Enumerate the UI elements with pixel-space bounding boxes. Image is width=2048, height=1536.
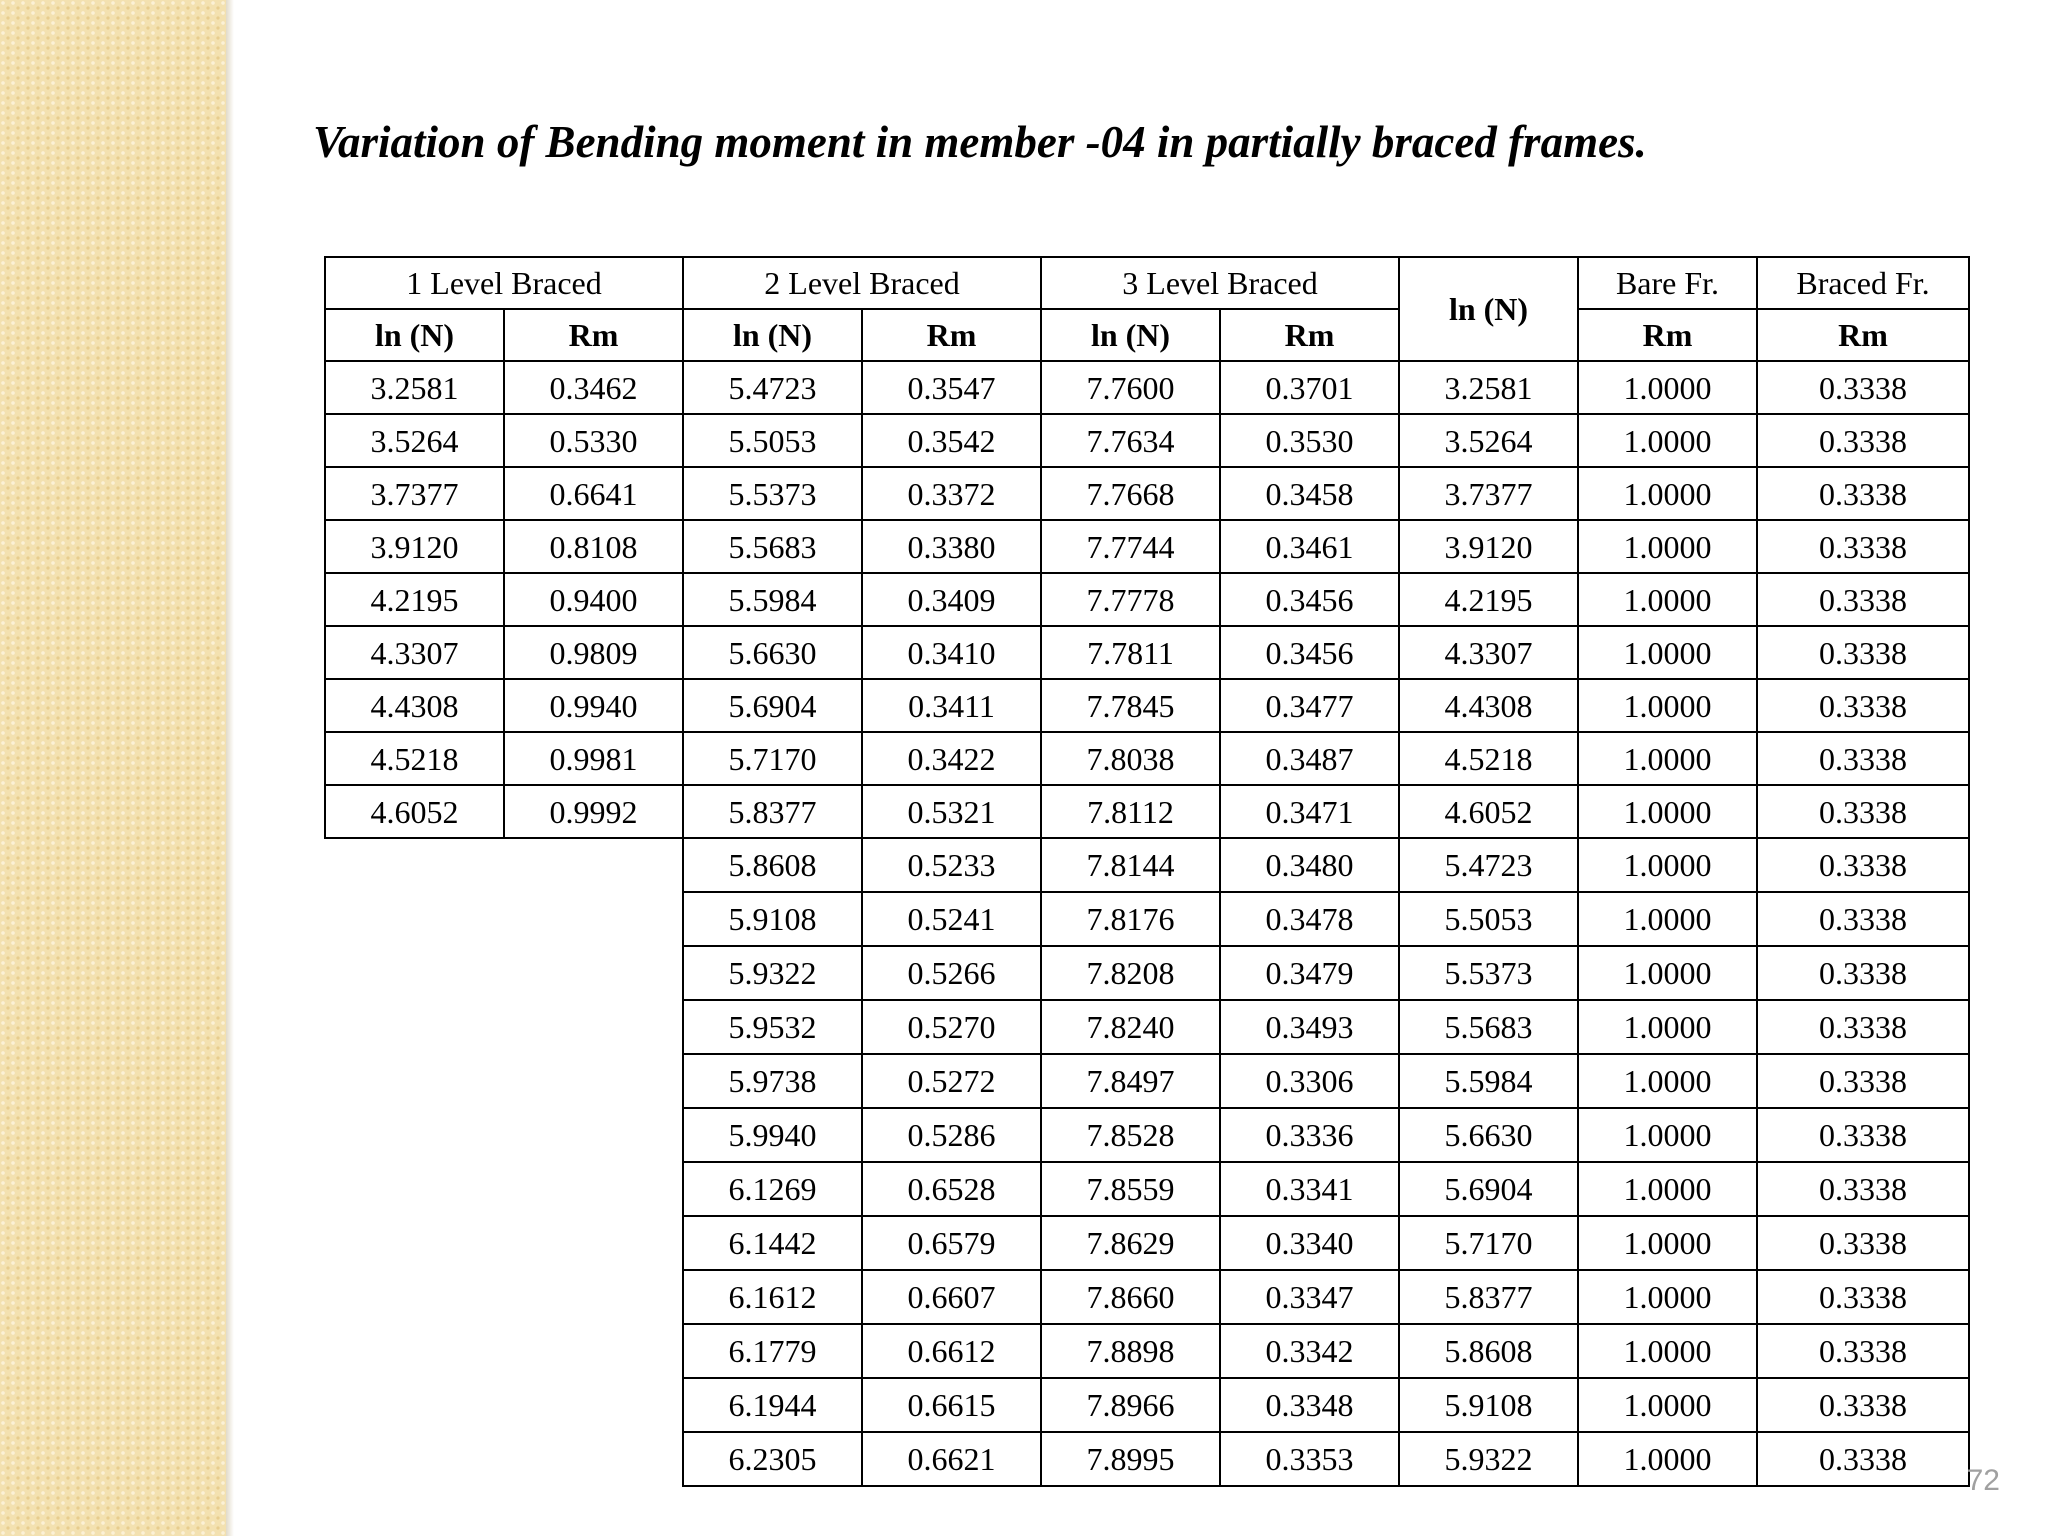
table-cell: 0.3338 <box>1757 414 1969 467</box>
table-cell: 0.3422 <box>862 732 1041 785</box>
table-cell: 0.3338 <box>1757 1324 1969 1378</box>
table-cell: 7.8112 <box>1041 785 1220 838</box>
table-cell: 4.3307 <box>325 626 504 679</box>
table-cell: 0.3336 <box>1220 1108 1399 1162</box>
empty-cell <box>325 946 504 1000</box>
table-cell: 0.3487 <box>1220 732 1399 785</box>
table-cell: 1.0000 <box>1578 1216 1757 1270</box>
table-cell: 7.8528 <box>1041 1108 1220 1162</box>
table-cell: 5.9532 <box>683 1000 862 1054</box>
empty-cell <box>325 838 504 892</box>
table-row <box>325 1162 1969 1216</box>
table-cell: 5.8608 <box>683 838 862 892</box>
table-cell: 0.5233 <box>862 838 1041 892</box>
table-cell: 0.3348 <box>1220 1378 1399 1432</box>
table-cell: 5.9940 <box>683 1108 862 1162</box>
table-cell: 5.5373 <box>1399 946 1578 1000</box>
table-cell: 7.8629 <box>1041 1216 1220 1270</box>
table-cell: 7.8559 <box>1041 1162 1220 1216</box>
table-row <box>325 1378 1969 1432</box>
table-cell: 0.3372 <box>862 467 1041 520</box>
table-cell: 0.5286 <box>862 1108 1041 1162</box>
table-cell: 0.3409 <box>862 573 1041 626</box>
empty-cell <box>504 1108 683 1162</box>
table-row <box>325 1054 1969 1108</box>
table-cell: 0.5270 <box>862 1000 1041 1054</box>
table-cell: 5.8377 <box>683 785 862 838</box>
table-cell: 7.8995 <box>1041 1432 1220 1486</box>
table-cell: 0.3338 <box>1757 946 1969 1000</box>
table-cell: 5.5683 <box>1399 1000 1578 1054</box>
page-number: 72 <box>1966 1464 2000 1497</box>
table-cell: 0.3341 <box>1220 1162 1399 1216</box>
table-cell: 7.8208 <box>1041 946 1220 1000</box>
empty-cell <box>325 1324 504 1378</box>
table-cell: 0.3340 <box>1220 1216 1399 1270</box>
table-cell: 0.5266 <box>862 946 1041 1000</box>
header-1-level-braced: 1 Level Braced <box>325 257 683 309</box>
table-cell: 6.1442 <box>683 1216 862 1270</box>
table-cell: 0.3338 <box>1757 1000 1969 1054</box>
table-cell: 0.8108 <box>504 520 683 573</box>
table-cell: 1.0000 <box>1578 892 1757 946</box>
table-cell: 6.1612 <box>683 1270 862 1324</box>
table-cell: 4.4308 <box>1399 679 1578 732</box>
table-cell: 0.5330 <box>504 414 683 467</box>
table-cell: 0.3458 <box>1220 467 1399 520</box>
table-cell: 5.9108 <box>683 892 862 946</box>
table-cell: 7.7811 <box>1041 626 1220 679</box>
table-cell: 3.5264 <box>1399 414 1578 467</box>
table-cell: 0.9940 <box>504 679 683 732</box>
table-cell: 0.3701 <box>1220 361 1399 414</box>
subheader-1l-ln: ln (N) <box>325 309 504 361</box>
table-cell: 5.5053 <box>1399 892 1578 946</box>
table-row <box>325 361 1969 414</box>
table-cell: 7.7778 <box>1041 573 1220 626</box>
table-cell: 0.9992 <box>504 785 683 838</box>
table-cell: 5.6904 <box>683 679 862 732</box>
table-cell: 1.0000 <box>1578 1108 1757 1162</box>
table-cell: 1.0000 <box>1578 520 1757 573</box>
table-cell: 0.3338 <box>1757 573 1969 626</box>
table-cell: 4.6052 <box>325 785 504 838</box>
table-cell: 5.9738 <box>683 1054 862 1108</box>
table-cell: 6.2305 <box>683 1432 862 1486</box>
table-row <box>325 520 1969 573</box>
empty-cell <box>325 1270 504 1324</box>
table-cell: 3.2581 <box>1399 361 1578 414</box>
decorative-side-band <box>0 0 226 1536</box>
table-cell: 1.0000 <box>1578 1432 1757 1486</box>
table-cell: 1.0000 <box>1578 1324 1757 1378</box>
table-cell: 0.6528 <box>862 1162 1041 1216</box>
table-cell: 6.1269 <box>683 1162 862 1216</box>
header-2-level-braced: 2 Level Braced <box>683 257 1041 309</box>
header-bare-frame: Bare Fr. <box>1578 257 1757 309</box>
table-cell: 1.0000 <box>1578 626 1757 679</box>
header-3-level-braced: 3 Level Braced <box>1041 257 1399 309</box>
table-cell: 7.8038 <box>1041 732 1220 785</box>
table-cell: 7.7668 <box>1041 467 1220 520</box>
table-cell: 0.6607 <box>862 1270 1041 1324</box>
table-cell: 1.0000 <box>1578 573 1757 626</box>
empty-cell <box>325 1216 504 1270</box>
table-cell: 0.3338 <box>1757 1378 1969 1432</box>
table-row <box>325 467 1969 520</box>
table-cell: 0.3347 <box>1220 1270 1399 1324</box>
empty-cell <box>504 1216 683 1270</box>
table-cell: 0.3462 <box>504 361 683 414</box>
table-cell: 5.5984 <box>683 573 862 626</box>
table-cell: 0.3338 <box>1757 467 1969 520</box>
subheader-2l-ln: ln (N) <box>683 309 862 361</box>
table-cell: 5.5053 <box>683 414 862 467</box>
table-cell: 0.6641 <box>504 467 683 520</box>
empty-cell <box>504 892 683 946</box>
table-cell: 5.5373 <box>683 467 862 520</box>
table-cell: 5.6904 <box>1399 1162 1578 1216</box>
table-cell: 4.3307 <box>1399 626 1578 679</box>
empty-cell <box>504 1000 683 1054</box>
header-braced-frame: Braced Fr. <box>1757 257 1969 309</box>
side-band-shadow <box>226 0 234 1536</box>
table-cell: 7.7744 <box>1041 520 1220 573</box>
table-cell: 0.3338 <box>1757 626 1969 679</box>
subheader-2l-rm: Rm <box>862 309 1041 361</box>
table-cell: 6.1944 <box>683 1378 862 1432</box>
table-row <box>325 679 1969 732</box>
table-cell: 0.3380 <box>862 520 1041 573</box>
table-cell: 0.3471 <box>1220 785 1399 838</box>
table-cell: 5.4723 <box>1399 838 1578 892</box>
table-row <box>325 1324 1969 1378</box>
empty-cell <box>504 1432 683 1486</box>
table-cell: 0.3338 <box>1757 1432 1969 1486</box>
table-cell: 1.0000 <box>1578 732 1757 785</box>
table-cell: 0.3353 <box>1220 1432 1399 1486</box>
table-cell: 0.6615 <box>862 1378 1041 1432</box>
table-cell: 0.9809 <box>504 626 683 679</box>
empty-cell <box>325 1108 504 1162</box>
table-cell: 0.3456 <box>1220 573 1399 626</box>
empty-cell <box>504 946 683 1000</box>
table-cell: 5.7170 <box>683 732 862 785</box>
table-row <box>325 626 1969 679</box>
table-row <box>325 946 1969 1000</box>
table-cell: 7.8966 <box>1041 1378 1220 1432</box>
table-row <box>325 1432 1969 1486</box>
table-cell: 0.3338 <box>1757 838 1969 892</box>
table-cell: 6.1779 <box>683 1324 862 1378</box>
table-cell: 5.6630 <box>1399 1108 1578 1162</box>
table-cell: 1.0000 <box>1578 361 1757 414</box>
table-cell: 3.7377 <box>1399 467 1578 520</box>
table-row <box>325 1000 1969 1054</box>
table-cell: 0.5321 <box>862 785 1041 838</box>
empty-cell <box>504 1270 683 1324</box>
table-row <box>325 732 1969 785</box>
table-cell: 0.3338 <box>1757 1270 1969 1324</box>
table-cell: 1.0000 <box>1578 1054 1757 1108</box>
table-cell: 4.2195 <box>325 573 504 626</box>
table-cell: 5.9322 <box>683 946 862 1000</box>
table-cell: 0.3479 <box>1220 946 1399 1000</box>
table-cell: 0.3338 <box>1757 1108 1969 1162</box>
subheader-1l-rm: Rm <box>504 309 683 361</box>
table-cell: 7.8898 <box>1041 1324 1220 1378</box>
table-cell: 5.5683 <box>683 520 862 573</box>
table-cell: 1.0000 <box>1578 946 1757 1000</box>
table-cell: 7.8240 <box>1041 1000 1220 1054</box>
table-cell: 7.8176 <box>1041 892 1220 946</box>
empty-cell <box>325 892 504 946</box>
table-cell: 0.3547 <box>862 361 1041 414</box>
table-cell: 5.7170 <box>1399 1216 1578 1270</box>
table-cell: 0.3338 <box>1757 1216 1969 1270</box>
table-cell: 1.0000 <box>1578 785 1757 838</box>
empty-cell <box>504 1378 683 1432</box>
empty-cell <box>325 1000 504 1054</box>
table-cell: 3.9120 <box>1399 520 1578 573</box>
table-cell: 5.9322 <box>1399 1432 1578 1486</box>
table-cell: 1.0000 <box>1578 1378 1757 1432</box>
subheader-braced-rm: Rm <box>1757 309 1969 361</box>
sub-header-row <box>325 309 1969 361</box>
table-cell: 7.8144 <box>1041 838 1220 892</box>
empty-cell <box>325 1378 504 1432</box>
table-row <box>325 1108 1969 1162</box>
empty-cell <box>504 1324 683 1378</box>
table-cell: 0.3338 <box>1757 1162 1969 1216</box>
table-cell: 3.7377 <box>325 467 504 520</box>
table-cell: 1.0000 <box>1578 414 1757 467</box>
empty-cell <box>325 1162 504 1216</box>
subheader-3l-ln: ln (N) <box>1041 309 1220 361</box>
empty-cell <box>325 1432 504 1486</box>
table-cell: 5.8608 <box>1399 1324 1578 1378</box>
table-cell: 7.7634 <box>1041 414 1220 467</box>
table-cell: 0.3480 <box>1220 838 1399 892</box>
table-cell: 0.5241 <box>862 892 1041 946</box>
table-cell: 0.3338 <box>1757 679 1969 732</box>
table-cell: 4.5218 <box>325 732 504 785</box>
table-row <box>325 414 1969 467</box>
table-cell: 0.3461 <box>1220 520 1399 573</box>
table-cell: 0.3338 <box>1757 892 1969 946</box>
table-cell: 0.3338 <box>1757 732 1969 785</box>
table-cell: 0.3338 <box>1757 361 1969 414</box>
table-cell: 0.9981 <box>504 732 683 785</box>
table-cell: 0.3530 <box>1220 414 1399 467</box>
table-cell: 1.0000 <box>1578 1000 1757 1054</box>
table-cell: 1.0000 <box>1578 679 1757 732</box>
table-cell: 0.3478 <box>1220 892 1399 946</box>
table-cell: 0.3410 <box>862 626 1041 679</box>
table-cell: 1.0000 <box>1578 1270 1757 1324</box>
table-cell: 4.5218 <box>1399 732 1578 785</box>
table-cell: 0.3338 <box>1757 1054 1969 1108</box>
table-cell: 0.6612 <box>862 1324 1041 1378</box>
table-cell: 1.0000 <box>1578 838 1757 892</box>
table-cell: 0.3477 <box>1220 679 1399 732</box>
bending-moment-table <box>324 256 1970 1487</box>
table-cell: 0.3338 <box>1757 520 1969 573</box>
empty-cell <box>504 1162 683 1216</box>
table-cell: 7.8660 <box>1041 1270 1220 1324</box>
table-cell: 0.9400 <box>504 573 683 626</box>
table-cell: 5.4723 <box>683 361 862 414</box>
table-cell: 7.7845 <box>1041 679 1220 732</box>
table-cell: 0.6579 <box>862 1216 1041 1270</box>
table-cell: 0.3542 <box>862 414 1041 467</box>
table-cell: 0.5272 <box>862 1054 1041 1108</box>
table-row <box>325 785 1969 838</box>
subheader-bare-rm: Rm <box>1578 309 1757 361</box>
table-body <box>325 257 1969 1486</box>
table-cell: 7.8497 <box>1041 1054 1220 1108</box>
table-cell: 0.3411 <box>862 679 1041 732</box>
table-cell: 5.8377 <box>1399 1270 1578 1324</box>
header-ln-n: ln (N) <box>1399 257 1578 361</box>
table-cell: 3.5264 <box>325 414 504 467</box>
table-cell: 0.3456 <box>1220 626 1399 679</box>
table-cell: 5.9108 <box>1399 1378 1578 1432</box>
table-cell: 1.0000 <box>1578 1162 1757 1216</box>
table-cell: 0.6621 <box>862 1432 1041 1486</box>
group-header-row <box>325 257 1969 309</box>
table-row <box>325 838 1969 892</box>
table-cell: 4.4308 <box>325 679 504 732</box>
table-row <box>325 573 1969 626</box>
table-cell: 4.6052 <box>1399 785 1578 838</box>
table-cell: 3.2581 <box>325 361 504 414</box>
table-cell: 4.2195 <box>1399 573 1578 626</box>
table-cell: 0.3306 <box>1220 1054 1399 1108</box>
empty-cell <box>504 838 683 892</box>
table-cell: 0.3338 <box>1757 785 1969 838</box>
table-cell: 5.6630 <box>683 626 862 679</box>
table-cell: 1.0000 <box>1578 467 1757 520</box>
empty-cell <box>504 1054 683 1108</box>
table-row <box>325 892 1969 946</box>
empty-cell <box>325 1054 504 1108</box>
table-row <box>325 1216 1969 1270</box>
table-cell: 0.3493 <box>1220 1000 1399 1054</box>
slide-title: Variation of Bending moment in member -04 in partially braced frames. <box>313 117 1647 167</box>
table-row <box>325 1270 1969 1324</box>
table-cell: 0.3342 <box>1220 1324 1399 1378</box>
table-cell: 5.5984 <box>1399 1054 1578 1108</box>
table-cell: 3.9120 <box>325 520 504 573</box>
subheader-3l-rm: Rm <box>1220 309 1399 361</box>
table-cell: 7.7600 <box>1041 361 1220 414</box>
